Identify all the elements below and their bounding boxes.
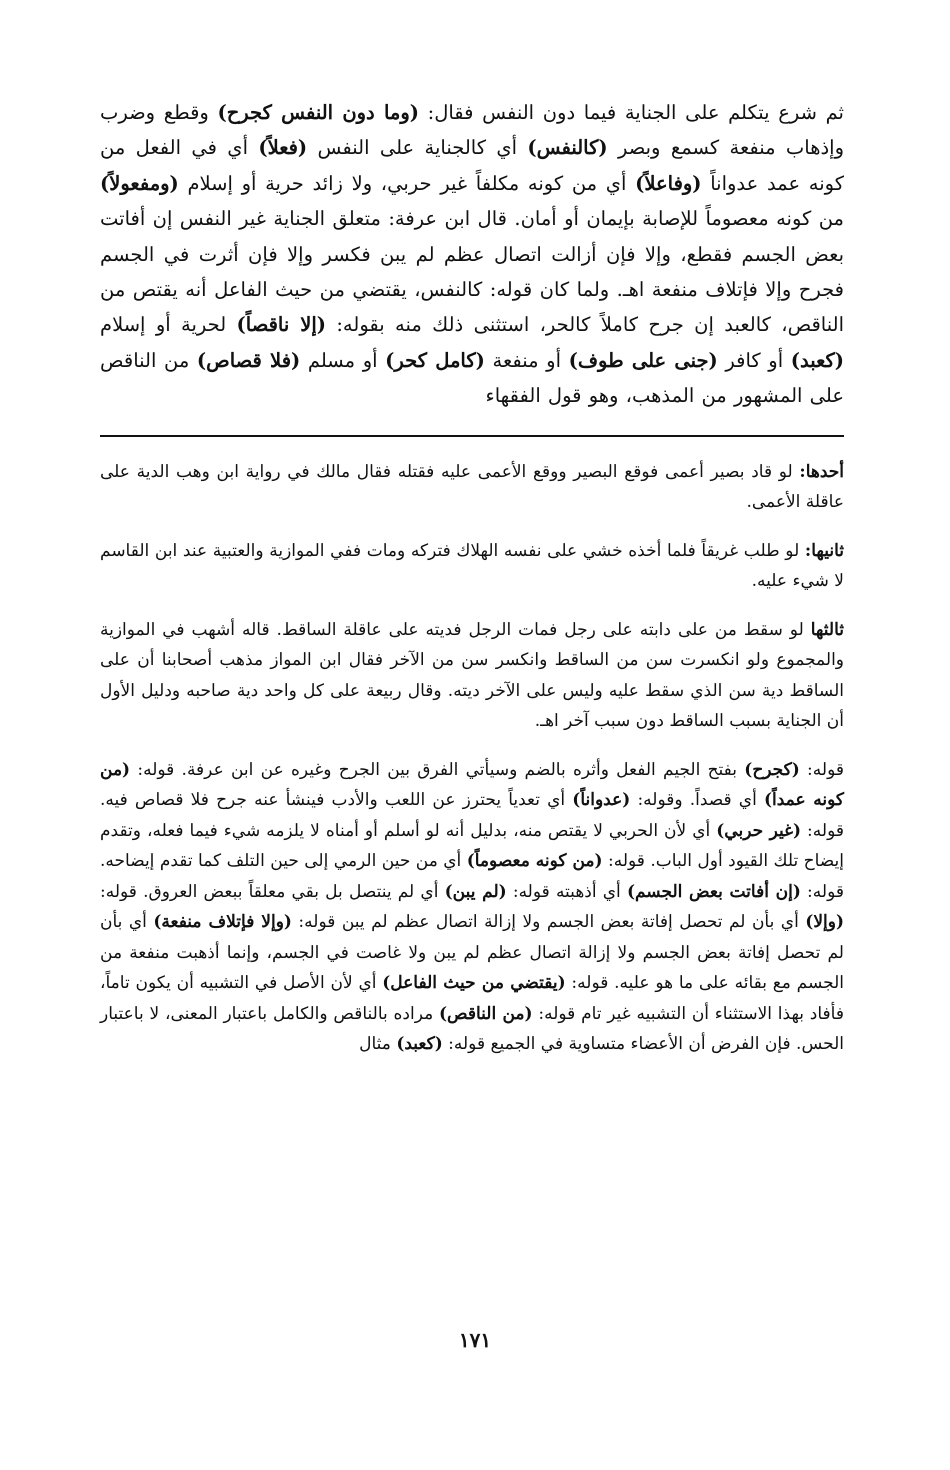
commentary-segment: أي لأن الحربي لا يقتص منه، بدليل أنه لو أسلم أو أمناه لا يلزمه شيء فيما فعله، وتقدم إيضاح تلك القيود أول الباب. قوله: xyxy=(100,820,845,872)
main-bold-segment: (وفاعلاً) xyxy=(635,171,702,195)
commentary-segment: أي لم ينتصل بل بقي معلقاً ببعض العروق. قوله: xyxy=(100,881,445,902)
commentary-bold-segment: (لم يبن) xyxy=(444,881,507,902)
commentary-bold-segment: (عدواناً) xyxy=(572,790,631,811)
commentary-segment: قوله: xyxy=(799,759,844,780)
main-bold-segment: (كامل كحر) xyxy=(385,348,485,372)
main-bold-segment: (فعلاً) xyxy=(258,136,308,160)
main-segment: وقطع وضرب وإذهاب منفعة كسمع وبصر xyxy=(100,101,844,160)
footnote-text: لو قاد بصير أعمى فوقع البصير ووقع الأعمى عليه فقتله فقال مالك في رواية ابن وهب الدية على عاقلة الأعمى. xyxy=(100,461,844,513)
footnote-third xyxy=(100,615,844,737)
commentary-segment: مراده بالناقص والكامل باعتبار المعنى، لا باعتبار الحس. فإن الفرض أن الأعضاء متساوية في الجميع قوله: xyxy=(100,1003,844,1055)
footnote-lead: ثانيها: xyxy=(804,540,844,561)
main-segment: لحرية أو إسلام xyxy=(100,313,237,337)
commentary-segment: أي قصداً. وقوله: xyxy=(630,790,764,811)
commentary-bold-segment: (وإلا فإتلاف منفعة) xyxy=(153,912,292,933)
commentary-segment: أي لأن الأصل في التشبيه أن يكون تاماً، فأفاد بهذا الاستثناء أن التشبيه غير تام قوله: xyxy=(100,973,844,1024)
commentary-bold-segment: (غير حربي) xyxy=(716,820,802,841)
page xyxy=(100,95,844,1395)
main-segment: أو مسلم xyxy=(300,348,386,372)
page-number: ١٧١ xyxy=(458,1328,492,1352)
main-bold-segment: (كعبد) xyxy=(790,348,844,372)
commentary-segment: بفتح الجيم الفعل وأثره بالضم وسيأتي الفرق بين الجرح وغيره عن ابن عرفة. قوله: xyxy=(130,759,745,780)
footnote-lead: ثالثها xyxy=(810,619,844,640)
main-segment: من كونه معصوماً للإصابة بإيمان أو أمان. قال ابن عرفة: متعلق الجناية غير النفس إن أفاتت بعض الجسم فقطع، وإلا فإن أزالت اتصال عظم لم يبن فكسر وإلا فإن أثرت في الجسم فجرح وإلا فإتلاف منفعة اهـ. ولما كان قوله: كالنفس، يقتضي من حيث الفاعل أنه يقتص من الناقص، كالعبد إن جرح كاملاً كالحر، استثنى ذلك منه بقوله: xyxy=(100,207,844,337)
footnote-lead: أحدها: xyxy=(799,461,844,482)
main-bold-segment: (كالنفس) xyxy=(527,136,608,160)
main-segment: أو كافر xyxy=(717,348,791,372)
main-segment: أي من كونه مكلفاً غير حربي، ولا زائد حرية أو إسلام xyxy=(178,171,636,195)
footnote-text: لو سقط من على دابته على رجل فمات الرجل فديته على عاقلة الساقط. قاله أشهب في الموازية والمجموع ولو انكسرت سن من الساقط وانكسر سن من الآخر فقال ابن المواز مذهب أصحابنا أن على الساقط دية سن الذي سقط عليه وليس على الآخر ديته. وقال ربيعة على كل واحد دية صاحبه ودليل الأول أن الجناية بسبب الساقط دون سبب آخر اهـ. xyxy=(100,619,844,732)
main-segment: أي في الفعل من كونه عمد عدواناً xyxy=(100,136,844,195)
commentary-bold-segment: (إن أفاتت بعض الجسم) xyxy=(626,881,801,902)
commentary-segment: أي أذهبته قوله: xyxy=(506,881,627,902)
main-bold-segment: (ومفعولاً) xyxy=(100,171,179,195)
footnote-second xyxy=(100,536,844,597)
commentary-bold-segment: (كعبد) xyxy=(396,1034,443,1055)
commentary-segment: أي تعدياً يحترز عن اللعب والأدب فينشأ عنه جرح فلا قصاص فيه. قوله: xyxy=(100,790,844,841)
main-segment: من الناقص على المشهور من المذهب، وهو قول الفقهاء xyxy=(100,348,844,408)
section-divider xyxy=(100,435,844,437)
footnote-first xyxy=(100,457,844,518)
main-bold-segment: (جنى على طوف) xyxy=(568,348,718,372)
commentary-segment: أي بأن لم تحصل إفاتة بعض الجسم ولا إزالة اتصال عظم لم يبن ولا غاصت في الجسم، وإنما أذهبت منفعة من الجسم مع بقائه على ما هو عليه. قوله: xyxy=(100,912,845,994)
commentary-bold-segment: (كجرح) xyxy=(744,759,800,780)
main-bold-segment: (وما دون النفس كجرح) xyxy=(217,101,419,124)
main-text xyxy=(100,95,844,414)
commentary-bold-segment: (وإلا) xyxy=(805,912,845,933)
main-bold-segment: (فلا قصاص) xyxy=(196,348,301,372)
commentary-bold-segment: (من الناقص) xyxy=(438,1003,533,1024)
main-segment: أي كالجناية على النفس xyxy=(307,136,528,160)
commentary-bold-segment: (من كونه عمداً) xyxy=(100,759,845,811)
commentary-segment: مثال xyxy=(359,1034,397,1055)
commentary-text xyxy=(100,755,844,1060)
main-segment: ثم شرع يتكلم على الجناية فيما دون النفس فقال: xyxy=(419,101,844,124)
commentary-bold-segment: (يقتضي من حيث الفاعل) xyxy=(382,973,566,994)
footnote-text: لو طلب غريقاً فلما أخذه خشي على نفسه الهلاك فتركه ومات ففي الموازية والعتبية عند ابن القاسم لا شيء عليه. xyxy=(100,540,844,592)
commentary-segment: أي من حين الرمي إلى حين التلف كما تقدم إيضاحه. قوله: xyxy=(100,851,844,902)
main-segment: أو منفعة xyxy=(484,348,569,372)
commentary-segment: أي بأن لم تحصل إفاتة بعض الجسم ولا إزالة اتصال عظم لم يبن قوله: xyxy=(291,912,806,933)
main-bold-segment: (إلا ناقصاً) xyxy=(236,313,327,337)
commentary-bold-segment: (من كونه معصوماً) xyxy=(466,851,603,872)
